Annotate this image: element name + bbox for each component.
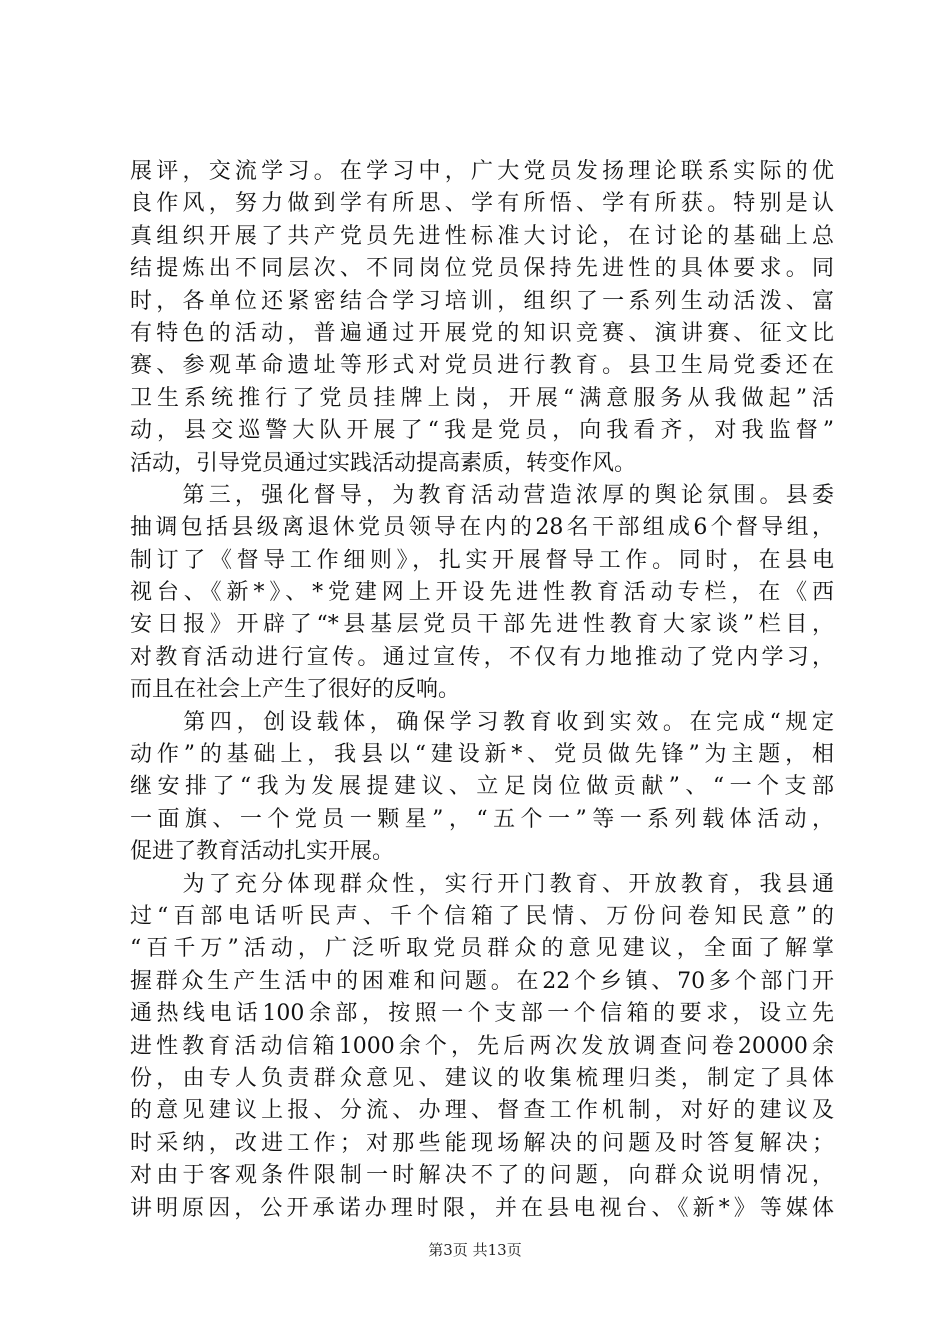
text-line: 时采纳，改进工作；对那些能现场解决的问题及时答复解决； <box>130 1130 834 1156</box>
text-line: 第三，强化督导，为教育活动营造浓厚的舆论氛围。县委 <box>130 482 834 508</box>
text-line: 讲明原因，公开承诺办理时限，并在县电视台、《新*》等媒体 <box>130 1195 834 1221</box>
text-line: 进性教育活动信箱1000余个，先后两次发放调查问卷20000余 <box>130 1033 834 1059</box>
text-line: 份，由专人负责群众意见、建议的收集梳理归类，制定了具体 <box>130 1065 834 1091</box>
text-line: 赛、参观革命遗址等形式对党员进行教育。县卫生局党委还在 <box>130 353 834 379</box>
text-line: 活动，引导党员通过实践活动提高素质，转变作风。 <box>130 450 637 476</box>
text-line: 通热线电话100余部，按照一个支部一个信箱的要求，设立先 <box>130 1001 834 1027</box>
text-line: 为了充分体现群众性，实行开门教育、开放教育，我县通 <box>130 871 834 897</box>
text-line: 结提炼出不同层次、不同岗位党员保持先进性的具体要求。同 <box>130 256 834 282</box>
text-line: 卫生系统推行了党员挂牌上岗，开展“满意服务从我做起”活 <box>130 385 834 411</box>
body-text <box>130 156 834 1225</box>
text-line: 良作风，努力做到学有所思、学有所悟、学有所获。特别是认 <box>130 191 834 217</box>
text-line: 抽调包括县级离退休党员领导在内的28名干部组成6个督导组， <box>130 515 834 541</box>
text-line: 过“百部电话听民声、千个信箱了民情、万份问卷知民意”的 <box>130 903 834 929</box>
page-footer: 第3页 共13页 <box>428 1241 522 1259</box>
text-line: 视台、《新*》、*党建网上开设先进性教育活动专栏，在《西 <box>130 580 834 606</box>
text-line: 安日报》开辟了“*县基层党员干部先进性教育大家谈”栏目， <box>130 612 834 638</box>
text-line: 促进了教育活动扎实开展。 <box>130 839 395 865</box>
text-line: 对教育活动进行宣传。通过宣传，不仅有力地推动了党内学习， <box>130 644 834 670</box>
text-line: 继安排了“我为发展提建议、立足岗位做贡献”、“一个支部 <box>130 774 834 800</box>
text-line: “百千万”活动，广泛听取党员群众的意见建议，全面了解掌 <box>130 936 834 962</box>
text-line: 对由于客观条件限制一时解决不了的问题，向群众说明情况， <box>130 1163 834 1189</box>
text-line: 的意见建议上报、分流、办理、督查工作机制，对好的建议及 <box>130 1098 834 1124</box>
text-line: 制订了《督导工作细则》，扎实开展督导工作。同时，在县电 <box>130 547 834 573</box>
text-line: 一面旗、一个党员一颗星”，“五个一”等一系列载体活动， <box>130 806 834 832</box>
text-line: 展评，交流学习。在学习中，广大党员发扬理论联系实际的优 <box>130 159 834 184</box>
text-line: 而且在社会上产生了很好的反响。 <box>130 677 461 703</box>
text-line: 真组织开展了共产党员先进性标准大讨论，在讨论的基础上总 <box>130 223 834 249</box>
text-line: 有特色的活动，普遍通过开展党的知识竞赛、演讲赛、征文比 <box>130 320 834 346</box>
text-line: 动，县交巡警大队开展了“我是党员，向我看齐，对我监督” <box>130 418 834 444</box>
text-line: 握群众生产生活中的困难和问题。在22个乡镇、70多个部门开 <box>130 968 834 994</box>
text-line: 时，各单位还紧密结合学习培训，组织了一系列生动活泼、富 <box>130 288 834 314</box>
text-line: 第四，创设载体，确保学习教育收到实效。在完成“规定 <box>130 709 834 735</box>
text-line: 动作”的基础上，我县以“建设新*、党员做先锋”为主题，相 <box>130 742 834 768</box>
